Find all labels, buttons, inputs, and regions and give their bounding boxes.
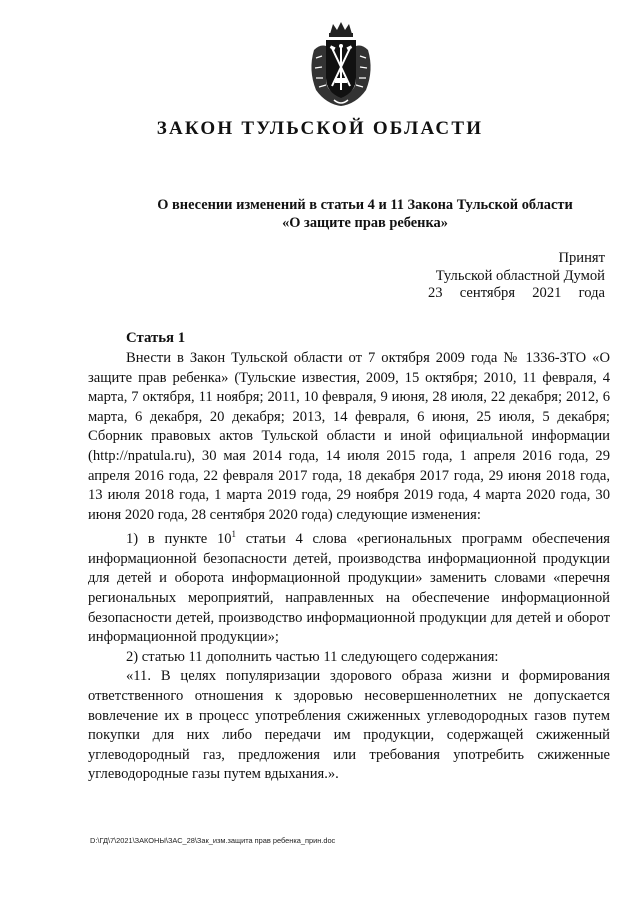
adoption-month: сентября: [459, 285, 516, 301]
article-intro-paragraph: Внести в Закон Тульской области от 7 октября 2009 года № 1336-ЗТО «О защите прав ребенка» (Тульские известия, 2009, 15 октября; 2010, 11 февраля, 4 марта, 7 октября, 11 ноября; 2011, 10 февраля, 9 июня, 28 июля, 22 декабря; 2012, 6 марта, 6 декабря, 20 декабря; 2013, 14 февраля, 6 июня, 25 июля, 5 декабря; Сборник правовых актов Тульской области и иной официальной информации (http://npatula.ru), 30 мая 2014 года, 14 июля 2015 года, 1 апреля 2016 года, 29 апреля 2016 года, 22 февраля 2017 года, 18 декабря 2017 года, 29 июня 2018 года, 13 июля 2018 года, 1 марта 2019 года, 29 ноября 2019 года, 4 марта 2020 года, 30 июня 2020 года, 28 сентября 2020 года) следующие изменения:: [88, 350, 610, 523]
article-heading: Статья 1: [126, 330, 186, 346]
item-1-text-end: статьи 4 слова «региональных программ обеспечения информационной безопасности детей, производства информационной продукции для детей и оборота информационной продукции» заменить словами «перечня региональных мероприятий, направленных на обеспечение информационной безопасности детей, производство информационной продукции для детей и оборот информационной продукции»;: [88, 531, 610, 646]
law-subject: [120, 196, 610, 232]
article-item-2: 2) статью 11 дополнить частью 11 следующего содержания:: [126, 648, 499, 665]
adoption-block: [380, 250, 605, 303]
item-1-superscript: 1: [231, 529, 237, 540]
adoption-year: 2021: [532, 285, 562, 301]
article-body: [88, 349, 610, 785]
article-item-1: [88, 525, 610, 647]
adopted-label: Принят: [558, 250, 605, 266]
article-quote-paragraph: «11. В целях популяризации здорового образа жизни и формирования ответственного отношения к здоровью несовершеннолетних не допускается вовлечение их в процесс употребления сжиженных углеводородных газов путем покупки для них либо передачи им продукции, содержащей сжиженный углеводородный газ, предложения или требования употребить сжиженные углеводородные газы путем вдыхания.».: [88, 668, 610, 783]
law-subject-line-1: О внесении изменений в статьи 4 и 11 Закона Тульской области: [157, 197, 573, 213]
adoption-day: 23: [428, 285, 443, 301]
adopted-by: Тульской областной Думой: [435, 267, 605, 284]
footer-file-path: D:\ГД\7\2021\ЗАКОНЫ\ЗАС_28\Зак_изм.защита прав ребенка_прин.doc: [90, 836, 336, 845]
coat-of-arms-icon: [306, 20, 376, 108]
law-title: ЗАКОН ТУЛЬСКОЙ ОБЛАСТИ: [156, 118, 484, 139]
law-subject-line-2: «О защите прав ребенка»: [282, 215, 448, 231]
adoption-year-word: года: [578, 285, 605, 301]
item-1-text-start: 1) в пункте 10: [126, 531, 232, 548]
adoption-date: [380, 285, 605, 303]
